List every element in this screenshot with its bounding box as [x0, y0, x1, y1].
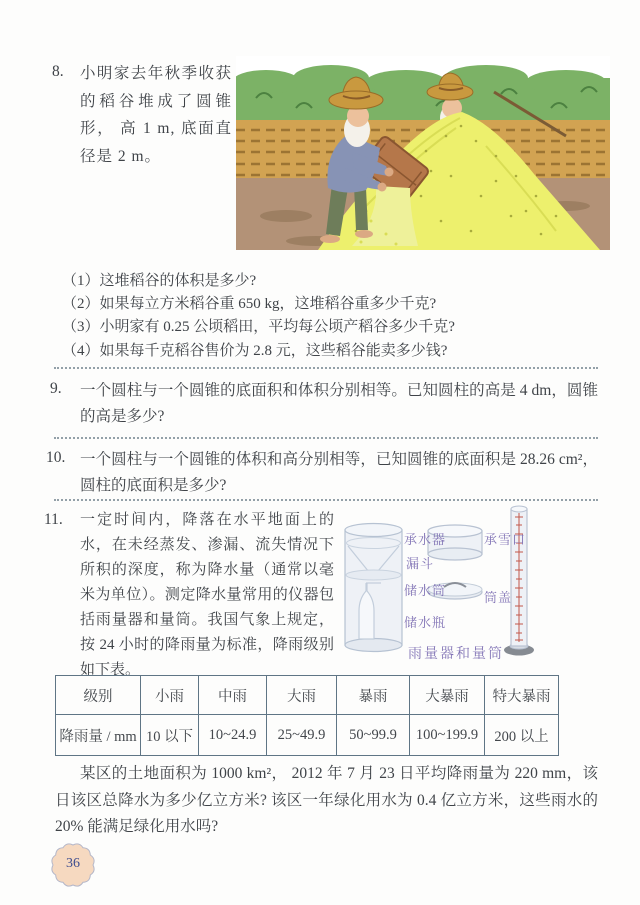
table-header-cell: 小雨	[141, 676, 199, 715]
label-snow-inlet: 承雪口	[484, 532, 527, 547]
diagram-caption: 雨量器和量筒	[408, 647, 504, 662]
dotted-divider	[54, 499, 598, 501]
followup-paragraph: 某区的土地面积为 1000 km²， 2012 年 7 月 23 日平均降雨量为 220 mm，该日该区总降水为多少亿立方米? 该区一年绿化用水为 0.4 亿立方米，这些雨水的 20% 能满足绿化用水吗?	[55, 765, 598, 835]
table-header-cell: 大暴雨	[410, 676, 485, 715]
table-cell: 10 以下	[141, 715, 199, 756]
problem-10-number: 10.	[46, 449, 66, 466]
subquestion-2: （2）如果每立方米稻谷重 650 kg，这堆稻谷重多少千克?	[62, 296, 437, 313]
page-number-badge	[50, 842, 96, 888]
subquestion-1: （1）这堆稻谷的体积是多少?	[62, 273, 257, 289]
dotted-divider	[54, 437, 598, 439]
table-header-level: 级别	[56, 676, 141, 715]
storage-cylinder-drawing	[345, 524, 402, 652]
problem-9-number: 9.	[50, 380, 62, 397]
page-number: 36	[66, 856, 80, 871]
problem-8-text: 小明家去年秋季收获的稻谷堆成了圆锥形， 高 1 m, 底面直径是 2 m。	[80, 65, 232, 165]
table-header-cell: 中雨	[199, 676, 267, 715]
table-header-cell: 暴雨	[337, 676, 410, 715]
table-cell: 10~24.9	[199, 715, 267, 756]
problem-11-number: 11.	[44, 511, 63, 528]
subquestion-3: （3）小明家有 0.25 公顷稻田，平均每公顷产稻谷多少千克?	[62, 319, 455, 336]
label-storage-cylinder: 储水筒	[404, 583, 447, 598]
problem-10-text: 一个圆柱与一个圆锥的体积和高分别相等，已知圆锥的底面积是 28.26 cm²，圆柱的底面积是多少?	[80, 451, 598, 494]
label-storage-bottle: 储水瓶	[404, 615, 447, 630]
subquestion-list	[62, 270, 455, 363]
table-cell: 100~199.9	[410, 715, 485, 756]
label-funnel: 漏斗	[406, 556, 435, 571]
table-cell: 200 以上	[485, 715, 559, 756]
table-cell: 50~99.9	[337, 715, 410, 756]
table-row-label: 降雨量 / mm	[56, 715, 141, 756]
rain-gauge-diagram	[330, 503, 622, 675]
harvest-illustration	[236, 56, 610, 250]
dotted-divider	[54, 367, 598, 369]
problem-9-text: 一个圆柱与一个圆锥的底面积和体积分别相等。已知圆柱的高是 4 dm，圆锥的高是多少?	[80, 382, 598, 425]
subquestion-4: （4）如果每千克稻谷售价为 2.8 元，这些稻谷能卖多少钱?	[62, 342, 448, 359]
problem-8-number: 8.	[52, 63, 64, 80]
table-header-cell: 特大暴雨	[485, 676, 559, 715]
table-cell: 25~49.9	[267, 715, 337, 756]
table-header-cell: 大雨	[267, 676, 337, 715]
rainfall-table	[55, 675, 559, 756]
problem-11-text: 一定时间内，降落在水平地面上的水，在未经蒸发、渗漏、流失情况下所积的深度，称为降水量（通常以毫米为单位）。测定降水量常用的仪器包括雨量器和量筒。我国气象上规定，按 24 小时的降雨量为标准，降雨级别如下表。	[80, 512, 334, 678]
label-lid: 筒盖	[484, 590, 513, 605]
label-water-receiver: 承水器	[404, 532, 447, 547]
